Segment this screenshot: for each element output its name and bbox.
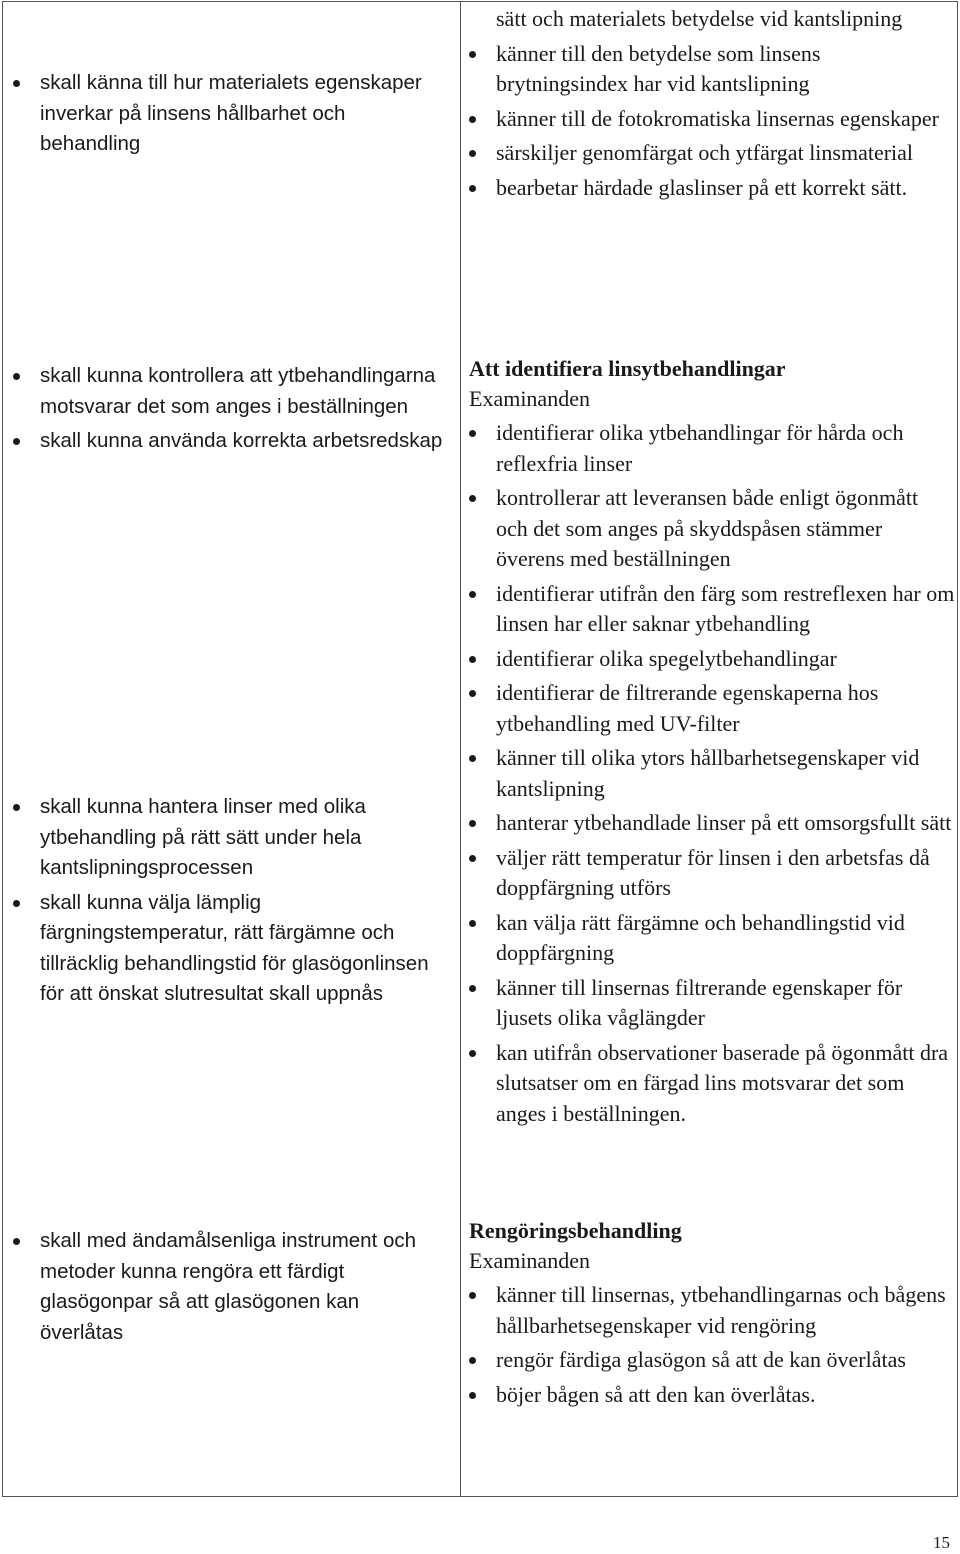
continued-text: sätt och materialets betydelse vid kantslipning — [496, 6, 903, 31]
list-item — [469, 104, 955, 135]
section-subheading: Examinanden — [469, 1248, 590, 1273]
list-item — [469, 138, 955, 169]
page-number: 15 — [933, 1533, 950, 1552]
bullet-icon — [469, 495, 476, 502]
bullet-icon — [469, 430, 476, 437]
right-column — [461, 2, 957, 1496]
list-item-text: identifierar olika spegelytbehandlingar — [496, 645, 837, 671]
bullet-icon — [469, 185, 476, 192]
list-item-text: hanterar ytbehandlade linser på ett omsorgsfullt sätt — [496, 810, 952, 835]
list-item-text: skall kunna välja lämplig färgningstemperatur, rätt färgämne och tillräcklig behandlingstid för glasögonlinsen för att önskat slutresultat skall uppnås — [40, 890, 429, 1005]
list-item-text: böjer bågen så att den kan överlåtas. — [496, 1381, 816, 1407]
left-column — [3, 2, 459, 1496]
list-item — [13, 888, 443, 1010]
bullet-icon — [469, 1392, 476, 1399]
bullet-icon — [13, 900, 20, 907]
list-item — [469, 483, 955, 575]
list-item-text: skall kunna hantera linser med olika ytbehandling på rätt sätt under hela kantslipningsprocessen — [40, 795, 366, 879]
bullet-list — [13, 68, 443, 160]
bullet-list — [469, 418, 955, 1129]
list-item — [469, 1345, 955, 1376]
list-item — [469, 644, 955, 675]
bullet-icon — [469, 820, 476, 827]
list-item-text: bearbetar härdade glaslinser på ett korrekt sätt. — [496, 174, 908, 200]
list-item-text: skall kunna använda korrekta arbetsredskap — [40, 429, 443, 452]
list-item — [13, 792, 443, 884]
list-item-text: känner till linsernas filtrerande egenskaper för ljusets olika våglängder — [496, 974, 903, 1030]
list-item-text: kan välja rätt färgämne och behandlingstid vid doppfärgning — [496, 909, 905, 965]
bullet-icon — [13, 373, 20, 380]
bullet-list — [13, 361, 443, 457]
section-heading: Att identifiera linsytbehandlingar — [469, 356, 786, 381]
bullet-icon — [469, 116, 476, 123]
bullet-icon — [469, 1357, 476, 1364]
bullet-icon — [469, 150, 476, 157]
bullet-icon — [469, 985, 476, 992]
list-item — [469, 173, 955, 204]
bullet-icon — [469, 591, 476, 598]
bullet-icon — [13, 1238, 20, 1245]
bullet-list — [469, 39, 955, 204]
criteria-table — [2, 1, 958, 1497]
list-item — [13, 361, 443, 422]
list-item-text: väljer rätt temperatur för linsen i den arbetsfas då doppfärgning utförs — [496, 844, 930, 900]
right-top-block — [469, 4, 955, 203]
list-item-text: känner till den betydelse som linsens brytningsindex har vid kantslipning — [496, 40, 821, 96]
left-group-3 — [13, 792, 443, 1010]
bullet-icon — [13, 80, 20, 87]
bullet-icon — [469, 690, 476, 697]
list-item — [469, 843, 955, 904]
list-item-text: särskiljer genomfärgat och ytfärgat linsmaterial — [496, 140, 914, 165]
bullet-icon — [469, 755, 476, 762]
left-group-1 — [13, 68, 443, 160]
list-item-text: kontrollerar att leveransen både enligt ögonmått och det som anges på skyddspåsen stämmer överens med beställningen — [496, 485, 919, 571]
list-item — [13, 1226, 443, 1348]
bullet-list — [469, 1280, 955, 1410]
bullet-icon — [469, 1292, 476, 1299]
left-group-4 — [13, 1226, 443, 1348]
bullet-icon — [469, 51, 476, 58]
list-item — [469, 579, 955, 640]
bullet-icon — [13, 438, 20, 445]
list-item — [469, 1380, 955, 1411]
list-item-text: identifierar olika ytbehandlingar för hårda och reflexfria linser — [496, 420, 904, 476]
bullet-icon — [469, 1050, 476, 1057]
list-item — [469, 418, 955, 479]
list-item — [469, 1038, 955, 1130]
section-subheading: Examinanden — [469, 386, 590, 411]
left-group-2 — [13, 361, 443, 457]
list-item — [469, 39, 955, 100]
list-item — [469, 808, 955, 839]
list-item-text: identifierar utifrån den färg som restreflexen har om linsen har eller saknar ytbehandling — [496, 580, 955, 636]
list-item — [13, 426, 443, 457]
section-cleaning — [469, 1216, 955, 1410]
section-heading: Rengöringsbehandling — [469, 1218, 682, 1243]
list-item — [469, 973, 955, 1034]
list-item-text: identifierar de filtrerande egenskaperna hos ytbehandling med UV-filter — [496, 680, 879, 736]
list-item-text: känner till de fotokromatiska linsernas egenskaper — [496, 105, 939, 131]
bullet-list — [13, 1226, 443, 1348]
bullet-icon — [469, 656, 476, 663]
list-item — [469, 678, 955, 739]
list-item-text: skall kunna kontrollera att ytbehandlingarna motsvarar det som anges i beställningen — [40, 364, 436, 418]
section-identify — [469, 354, 955, 1129]
bullet-list — [13, 792, 443, 1010]
list-item — [469, 908, 955, 969]
bullet-icon — [469, 920, 476, 927]
list-item-text: känner till olika ytors hållbarhetsegenskaper vid kantslipning — [496, 745, 920, 801]
list-item — [13, 68, 443, 160]
bullet-icon — [469, 855, 476, 862]
list-item-text: kan utifrån observationer baserade på ögonmått dra slutsatser om en färgad lins motsvarar det som anges i beställningen. — [496, 1039, 949, 1126]
list-item — [469, 1280, 955, 1341]
bullet-icon — [13, 804, 20, 811]
list-item-text: skall med ändamålsenliga instrument och metoder kunna rengöra ett färdigt glasögonpar så att glasögonen kan överlåtas — [40, 1229, 417, 1344]
list-item — [469, 743, 955, 804]
list-item-text: känner till linsernas, ytbehandlingarnas och bågens hållbarhetsegenskaper vid rengöring — [496, 1282, 946, 1338]
list-item-text: skall känna till hur materialets egenskaper inverkar på linsens hållbarhet och behandling — [40, 71, 422, 155]
list-item-text: rengör färdiga glasögon så att de kan överlåtas — [496, 1347, 906, 1372]
